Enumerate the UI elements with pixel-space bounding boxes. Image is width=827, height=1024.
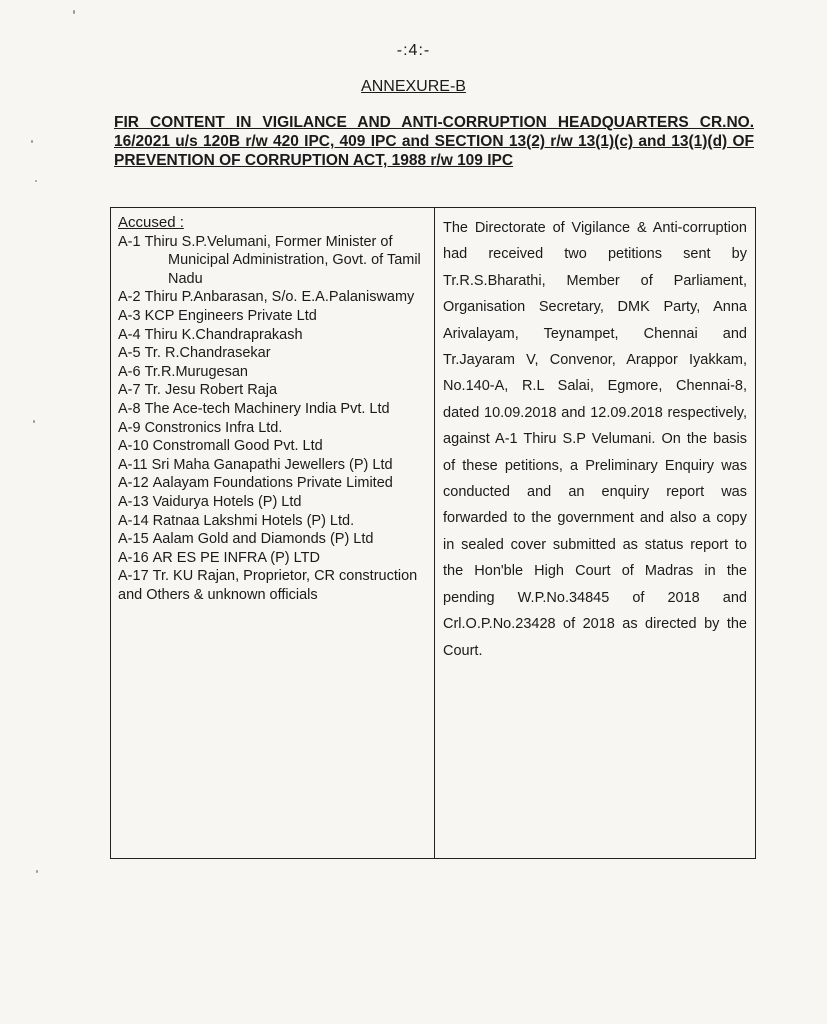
accused-item bbox=[118, 474, 428, 493]
accused-code: A-1 bbox=[118, 233, 141, 250]
accused-code: A-5 bbox=[118, 345, 141, 362]
accused-item bbox=[118, 233, 428, 289]
scan-speck bbox=[33, 420, 35, 423]
accused-code: A-10 bbox=[118, 438, 149, 455]
accused-item bbox=[118, 419, 428, 438]
accused-item bbox=[118, 456, 428, 475]
accused-text: Vaidurya Hotels (P) Ltd bbox=[152, 493, 302, 510]
scan-speck bbox=[73, 10, 75, 14]
accused-item bbox=[118, 381, 428, 400]
accused-text: Ratnaa Lakshmi Hotels (P) Ltd. bbox=[152, 512, 355, 529]
accused-code: A-8 bbox=[118, 400, 141, 417]
accused-item bbox=[118, 400, 428, 419]
fir-table bbox=[110, 207, 756, 859]
accused-column bbox=[111, 208, 435, 858]
accused-code: A-2 bbox=[118, 289, 141, 306]
accused-item bbox=[118, 567, 428, 586]
accused-text: The Ace-tech Machinery India Pvt. Ltd bbox=[144, 400, 390, 417]
scan-speck bbox=[35, 180, 37, 182]
fir-heading: FIR CONTENT IN VIGILANCE AND ANTI-CORRUPTION HEADQUARTERS CR.NO. 16/2021 u/s 120B r/w 420 IPC, 409 IPC and SECTION 13(2) r/w 13(1)(c) and 13(1)(d) OF PREVENTION OF CORRUPTION ACT, 1988 r/w 109 IPC bbox=[114, 114, 754, 169]
accused-item bbox=[118, 363, 428, 382]
scan-speck bbox=[31, 140, 33, 143]
annexure-title: ANNEXURE-B bbox=[361, 78, 466, 95]
accused-text: Tr. R.Chandrasekar bbox=[144, 345, 271, 362]
accused-code: A-3 bbox=[118, 307, 141, 324]
scan-speck bbox=[36, 870, 38, 873]
accused-item bbox=[118, 549, 428, 568]
others-line: and Others & unknown officials bbox=[118, 586, 318, 603]
accused-text: Sri Maha Ganapathi Jewellers (P) Ltd bbox=[151, 456, 393, 473]
accused-item bbox=[118, 344, 428, 363]
accused-code: A-17 bbox=[118, 568, 149, 585]
accused-code: A-9 bbox=[118, 419, 141, 436]
accused-heading: Accused : bbox=[118, 214, 184, 231]
accused-item bbox=[118, 512, 428, 531]
accused-item bbox=[118, 437, 428, 456]
accused-code: A-4 bbox=[118, 326, 141, 343]
accused-text: Aalayam Foundations Private Limited bbox=[152, 475, 393, 492]
accused-item bbox=[118, 326, 428, 345]
accused-text: Tr.R.Murugesan bbox=[144, 363, 248, 380]
accused-text: AR ES PE INFRA (P) LTD bbox=[152, 549, 320, 566]
fir-content-column bbox=[435, 208, 755, 858]
accused-text: Thiru P.Anbarasan, S/o. E.A.Palaniswamy bbox=[144, 289, 415, 306]
accused-code: A-6 bbox=[118, 363, 141, 380]
accused-text: Thiru K.Chandraprakash bbox=[144, 326, 303, 343]
accused-code: A-12 bbox=[118, 475, 149, 492]
accused-text: Tr. Jesu Robert Raja bbox=[144, 382, 278, 399]
accused-list bbox=[118, 233, 428, 586]
accused-code: A-15 bbox=[118, 531, 149, 548]
accused-code: A-16 bbox=[118, 549, 149, 566]
accused-code: A-13 bbox=[118, 493, 149, 510]
fir-content-paragraph: The Directorate of Vigilance & Anti-corruption had received two petitions sent by Tr.R.S.Bharathi, Member of Parliament, Organisation Secretary, DMK Party, Anna Arivalayam, Teynampet, Chennai and Tr.Jayaram V, Convenor, Arappor Iyakkam, No.140-A, R.L Salai, Egmore, Chennai-8, dated 10.09.2018 and 12.09.2018 respectively, against A-1 Thiru S.P Velumani. On the basis of these petitions, a Preliminary Enquiry was conducted and an enquiry report was forwarded to the government and also a copy in sealed cover submitted as status report to the Hon'ble High Court of Madras in the pending W.P.No.34845 of 2018 and Crl.O.P.No.23428 of 2018 as directed by the Court. bbox=[443, 220, 747, 659]
accused-code: A-7 bbox=[118, 382, 141, 399]
accused-text: Thiru S.P.Velumani, Former Minister of Municipal Administration, Govt. of Tamil Nadu bbox=[144, 233, 421, 287]
accused-text: Tr. KU Rajan, Proprietor, CR construction bbox=[152, 568, 418, 585]
accused-item bbox=[118, 288, 428, 307]
accused-item bbox=[118, 530, 428, 549]
accused-text: KCP Engineers Private Ltd bbox=[144, 307, 317, 324]
accused-code: A-11 bbox=[118, 456, 148, 473]
accused-code: A-14 bbox=[118, 512, 149, 529]
accused-text: Constromall Good Pvt. Ltd bbox=[152, 438, 323, 455]
accused-item bbox=[118, 307, 428, 326]
accused-text: Constronics Infra Ltd. bbox=[144, 419, 283, 436]
accused-text: Aalam Gold and Diamonds (P) Ltd bbox=[152, 531, 374, 548]
page-number: -:4:- bbox=[396, 42, 431, 59]
accused-item bbox=[118, 493, 428, 512]
